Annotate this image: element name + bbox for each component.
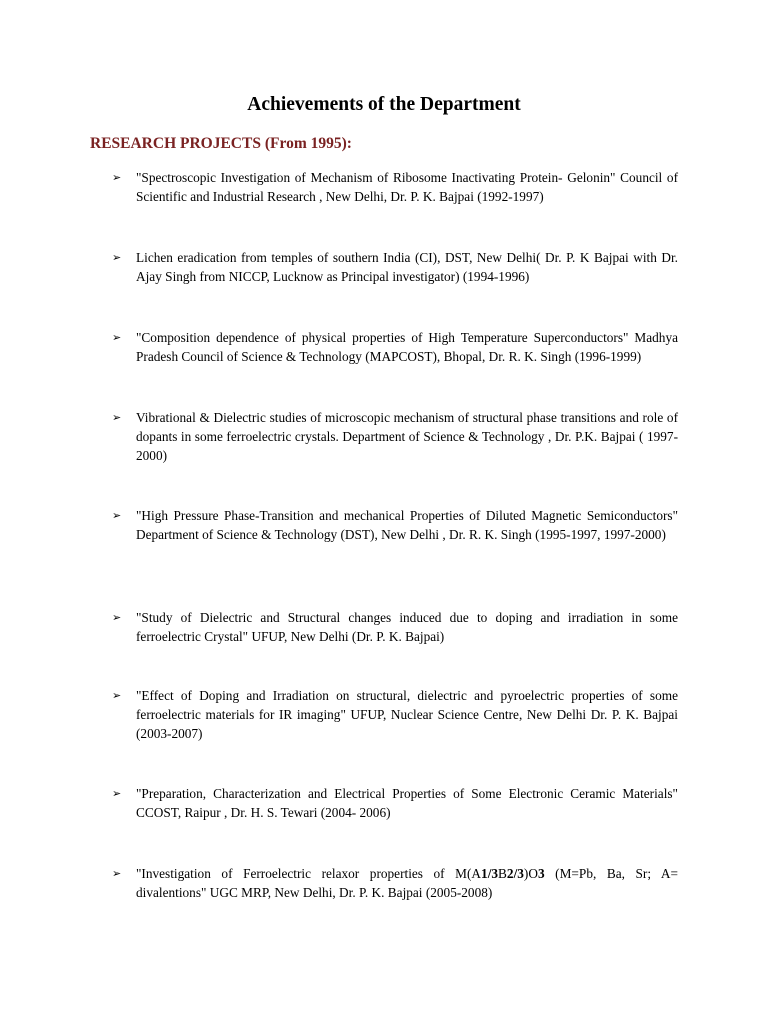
list-item-text: "Effect of Doping and Irradiation on structural, dielectric and pyroelectric properties of some ferroelectric materials for IR imaging" UFUP, Nuclear Science Centre, New Delhi Dr. P. K. Bajpai (2003-2007) [136,688,678,741]
list-item-text [136,864,678,902]
list-item [112,408,678,465]
list-item [112,506,678,544]
bullet-arrow-icon: ➢ [112,171,122,184]
list-item [112,328,678,366]
bullet-arrow-icon: ➢ [112,689,122,702]
list-item [112,248,678,286]
list-item-text: Lichen eradication from temples of southern India (CI), DST, New Delhi( Dr. P. K Bajpai with Dr. Ajay Singh from NICCP, Lucknow as Principal investigator) (1994-1996) [136,250,678,284]
bullet-arrow-icon: ➢ [112,611,122,624]
list-item-text: Vibrational & Dielectric studies of microscopic mechanism of structural phase transitions and role of dopants in some ferroelectric crystals. Department of Science & Technology , Dr. P.K. Bajpai ( 1997-2000) [136,410,678,463]
list-item-text: "Composition dependence of physical properties of High Temperature Superconductors" Madhya Pradesh Council of Science & Technology (MAPCOST), Bhopal, Dr. R. K. Singh (1996-1999) [136,330,678,364]
bullet-arrow-icon: ➢ [112,411,122,424]
bullet-arrow-icon: ➢ [112,787,122,800]
list-item [112,784,678,822]
list-item-text-bold: 2/3 [506,866,524,881]
list-item-text-bold: 3 [537,866,545,881]
list-item-text-part: B [498,866,507,881]
page-title: Achievements of the Department [247,94,521,115]
list-item [112,864,678,902]
list-item [112,168,678,206]
list-item-text: "High Pressure Phase-Transition and mechanical Properties of Diluted Magnetic Semiconductors" Department of Science & Technology (DST), New Delhi , Dr. R. K. Singh (1995-1997, 1997-2000) [136,508,678,542]
list-item-text: "Preparation, Characterization and Electrical Properties of Some Electronic Ceramic Materials" CCOST, Raipur , Dr. H. S. Tewari (2004- 2006) [136,786,678,820]
bullet-arrow-icon: ➢ [112,867,122,880]
bullet-arrow-icon: ➢ [112,251,122,264]
bullet-arrow-icon: ➢ [112,331,122,344]
list-item-text-part: "Investigation of Ferroelectric relaxor properties of M(A [136,866,482,881]
list-item-text-bold: 1/3 [481,866,499,881]
section-heading: RESEARCH PROJECTS (From 1995): [90,135,352,152]
list-item-text: "Study of Dielectric and Structural changes induced due to doping and irradiation in some ferroelectric Crystal" UFUP, New Delhi (Dr. P. K. Bajpai) [136,610,678,644]
bullet-arrow-icon: ➢ [112,509,122,522]
list-item [112,608,678,646]
list-item [112,686,678,743]
list-item-text: "Spectroscopic Investigation of Mechanism of Ribosome Inactivating Protein- Gelonin" Council of Scientific and Industrial Research , New Delhi, Dr. P. K. Bajpai (1992-1997) [136,170,678,204]
list-item-text-part: )O [523,866,538,881]
list-item-text-part: (M=Pb, Ba, Sr; A= divalentions" UGC MRP, New Delhi, Dr. P. K. Bajpai (2005-2008) [136,866,678,900]
